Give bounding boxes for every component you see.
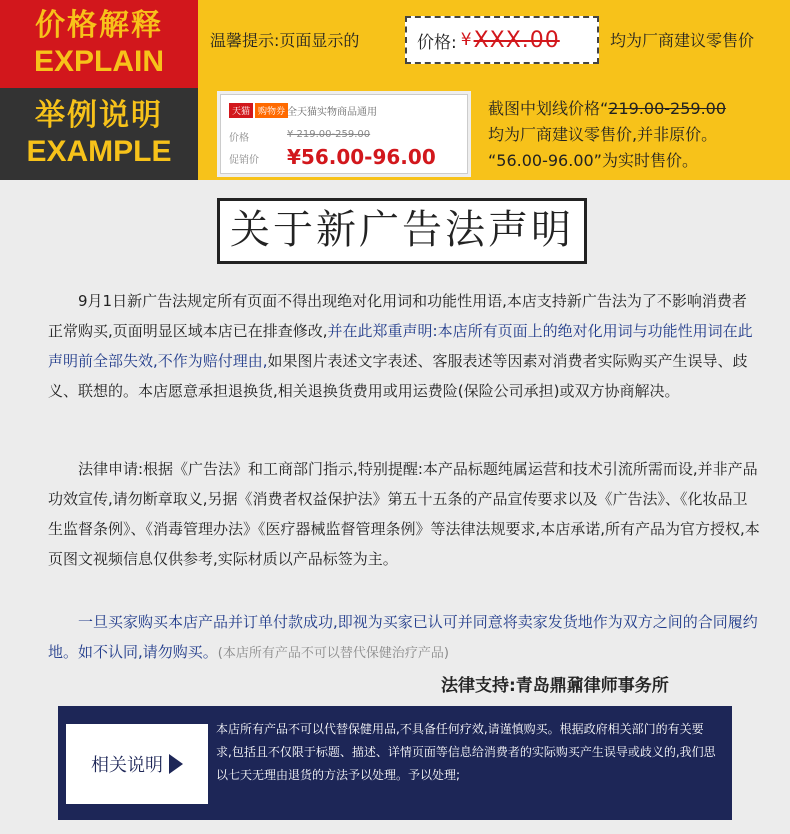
price-example-box — [405, 16, 599, 64]
explain-row — [0, 0, 790, 88]
example-screenshot — [220, 94, 468, 174]
example-zh: 举例说明 — [35, 99, 163, 132]
example-en: EXAMPLE — [26, 135, 172, 168]
contract-main: 一旦买家购买本店产品并订单付款成功,即视为买家已认可并同意将卖家发货地作为双方之间的合同履约地。如不认同,请勿购买。 — [48, 613, 758, 661]
struck-price: XXX.00 — [473, 27, 560, 53]
statement-part-b: 并在此郑重声明:本店所有页面上的绝对化用词与功能性用词在此声明前全部失效,不作为赔付理由, — [48, 322, 753, 370]
tip-prefix: 温馨提示:页面显示的 — [210, 31, 360, 50]
explain-label — [0, 0, 198, 88]
example-line3: “56.00-96.00”为实时售价。 — [488, 151, 698, 170]
example-line2: 均为厂商建议零售价,并非原价。 — [488, 125, 718, 144]
legal-support: 法律支持:青岛鼎鼐律师事务所 — [441, 676, 669, 696]
shot-price-label: 价格 — [229, 133, 249, 144]
arrow-right-icon — [169, 754, 183, 774]
shot-promo-label: 促销价 — [229, 155, 259, 166]
tip-suffix: 均为厂商建议零售价 — [610, 31, 755, 50]
shot-promo-price: ¥56.00-96.00 — [287, 145, 436, 169]
statement-part-c: 如果图片表述文字表述、客服表述等因素对消费者实际购买产生误导、歧义、联想的。本店愿意承担退换货,相关退换货费用或用运费险(保险公司承担)或双方协商解决。 — [48, 352, 748, 400]
example-label — [0, 88, 198, 180]
shot-orig-price: ¥ 219.00-259.00 — [287, 129, 371, 140]
shot-title: 全天猫实物商品通用 — [287, 107, 377, 118]
tmall-tag: 天猫 — [229, 103, 253, 118]
example-line1 — [488, 96, 726, 122]
example-row — [0, 88, 790, 180]
contract-paragraph — [48, 607, 760, 669]
explain-content — [198, 0, 790, 88]
related-info-button[interactable] — [66, 724, 208, 804]
line1-struck: 219.00-259.00 — [608, 99, 727, 118]
explain-en: EXPLAIN — [33, 45, 165, 78]
example-content — [198, 88, 790, 180]
price-label: 价格: — [417, 32, 457, 53]
statement-part-a: 9月1日新广告法规定所有页面不得出现绝对化用词和功能性用语,本店支持新广告法为了不影响消费者正常购买,页面明显区域本店已在排查修改, — [48, 292, 747, 340]
explain-zh: 价格解释 — [35, 9, 163, 42]
page-title: 关于新广告法声明 — [217, 198, 587, 264]
notice-text: 本店所有产品不可以代替保健用品,不具备任何疗效,请谨慎购买。根据政府相关部门的有关要求,包括且不仅限于标题、描述、详情页面等信息给消费者的实际购买产生误导或歧义的,我们思以七天无理由退货的方法予以处理。予以处理; — [216, 722, 716, 782]
statement-paragraph — [48, 286, 760, 406]
coupon-tag: 购物券 — [255, 103, 288, 118]
example-explanation — [488, 96, 726, 174]
notice-panel — [58, 706, 732, 820]
currency-symbol: ¥ — [460, 30, 472, 50]
related-info-label: 相关说明 — [91, 755, 163, 776]
legal-paragraph: 法律申请:根据《广告法》和工商部门指示,特别提醒:本产品标题纯属运营和技术引流所需而设,并非产品功效宣传,请勿断章取义,另据《消费者权益保护法》第五十五条的产品宣传要求以及《广告法》、《化妆品卫生监督条例》、《消毒管理办法》《医疗器械监督管理条例》等法律法规要求,本店承诺,所有产品为官方授权,本页图文视频信息仅供参考,实际材质以产品标签为主。 — [48, 460, 760, 568]
line1-prefix: 截图中划线价格“ — [488, 99, 609, 118]
contract-note: (本店所有产品不可以替代保健治疗产品) — [217, 646, 449, 661]
